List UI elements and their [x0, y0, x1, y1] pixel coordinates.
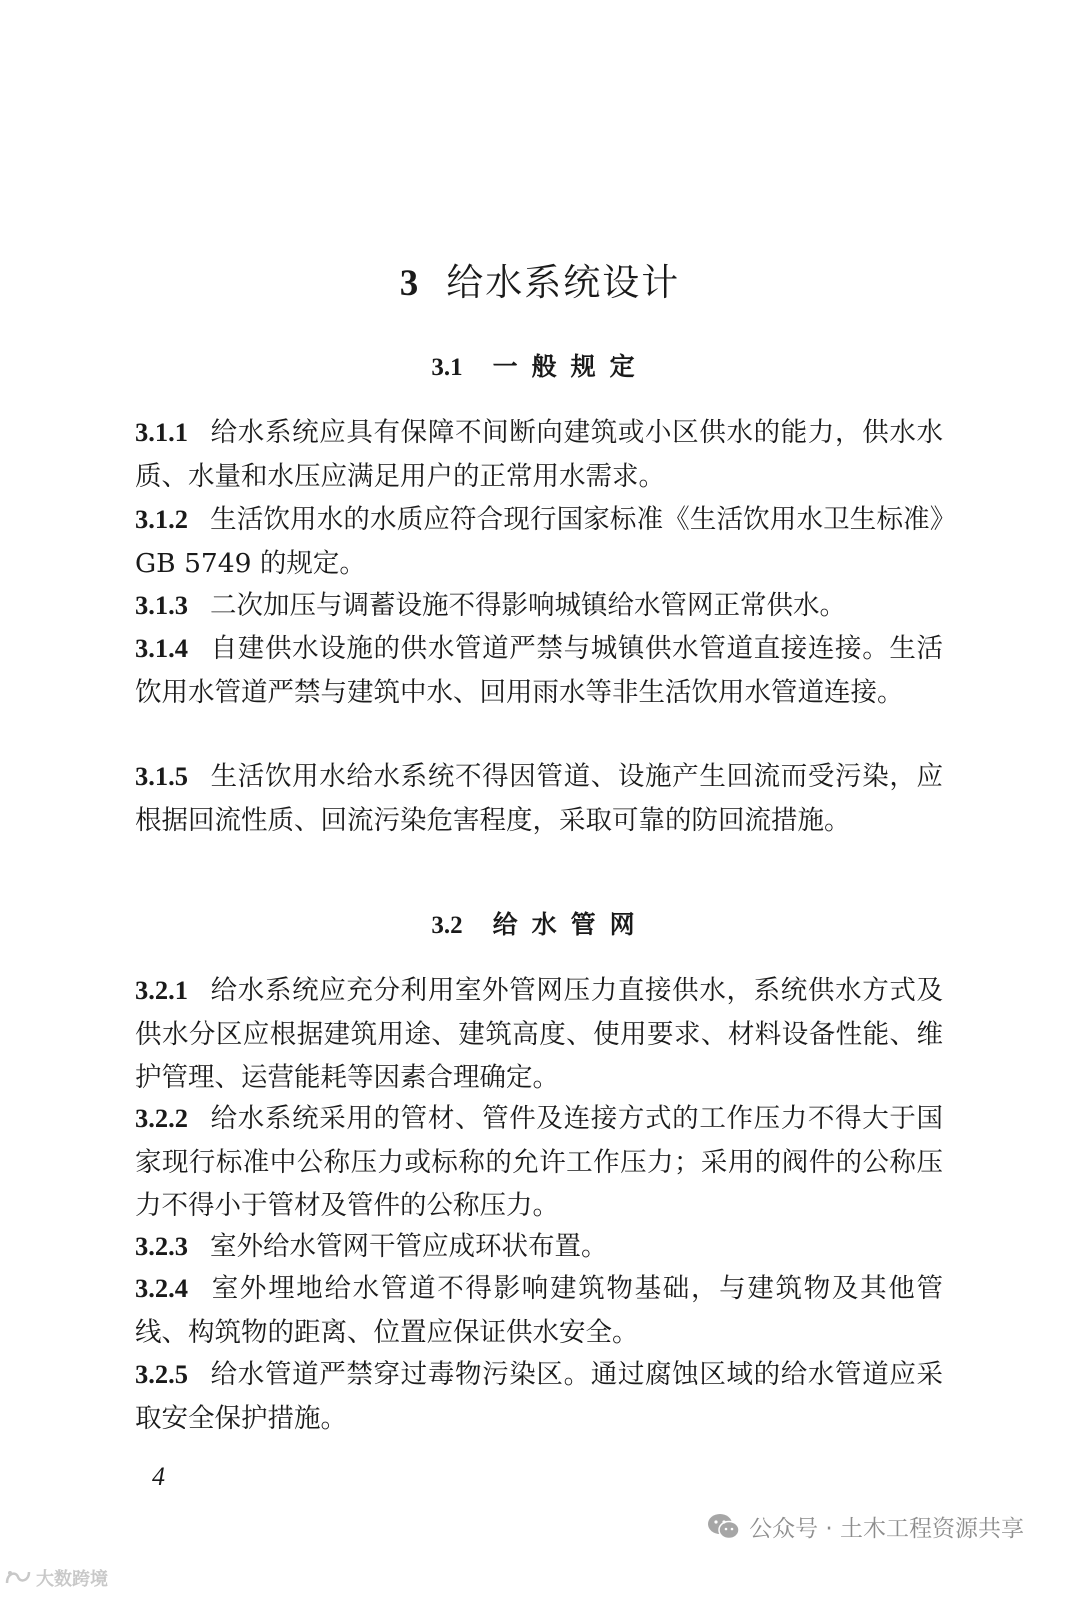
clause-number: 3.2.1: [135, 975, 188, 1005]
clause-number: 3.1.3: [135, 590, 188, 620]
wechat-icon: [707, 1512, 741, 1542]
corner-watermark-text: 大数跨境: [36, 1569, 108, 1590]
section-title: [0, 347, 1080, 388]
clause-number: 3.2.4: [135, 1273, 188, 1303]
clause-text: 室外给水管网干管应成环状布置。: [210, 1231, 608, 1262]
section-title: [0, 905, 1080, 946]
clause-number: 3.1.4: [135, 633, 188, 663]
clause-number: 3.2.5: [135, 1359, 188, 1389]
clause: [135, 755, 943, 842]
logo-icon: [4, 1567, 32, 1589]
section-number: 3.1: [431, 354, 463, 381]
clause-number: 3.1.1: [135, 417, 188, 447]
chapter-heading: 给水系统设计: [446, 261, 681, 304]
clause-text: 给水系统应充分利用室外管网压力直接供水，系统供水方式及供水分区应根据建筑用途、建筑高度、使用要求、材料设备性能、维护管理、运营能耗等因素合理确定。: [135, 975, 943, 1093]
clause: [135, 411, 943, 498]
section-number: 3.2: [431, 912, 463, 939]
chapter-title: [0, 255, 1080, 312]
clause: [135, 969, 943, 1100]
clause: [135, 584, 943, 628]
clause-number: 3.2.2: [135, 1103, 188, 1133]
clause-number: 3.2.3: [135, 1231, 188, 1261]
footer-watermark: [707, 1510, 1024, 1543]
clause-text: 给水系统采用的管材、管件及连接方式的工作压力不得大于国家现行标准中公称压力或标称的允许工作压力；采用的阀件的公称压力不得小于管材及管件的公称压力。: [135, 1103, 943, 1221]
clause-text: 二次加压与调蓄设施不得影响城镇给水管网正常供水。: [210, 590, 846, 621]
clause-number: 3.1.5: [135, 761, 188, 791]
footer-watermark-text: 公众号 · 土木工程资源共享: [749, 1516, 1024, 1542]
clause: [135, 1353, 943, 1440]
clause-text: 生活饮用水给水系统不得因管道、设施产生回流而受污染，应根据回流性质、回流污染危害程度，采取可靠的防回流措施。: [135, 761, 943, 836]
section-heading: 给水管网: [492, 910, 649, 939]
clause-text: 给水系统应具有保障不间断向建筑或小区供水的能力，供水水质、水量和水压应满足用户的正常用水需求。: [135, 417, 943, 492]
clause: [135, 1267, 943, 1354]
clause-text: 自建供水设施的供水管道严禁与城镇供水管道直接连接。生活饮用水管道严禁与建筑中水、回用雨水等非生活饮用水管道连接。: [135, 633, 943, 708]
clause-text: 给水管道严禁穿过毒物污染区。通过腐蚀区域的给水管道应采取安全保护措施。: [135, 1359, 943, 1434]
page-number: 4: [152, 1462, 165, 1491]
clause: [135, 627, 943, 714]
chapter-number: 3: [399, 263, 419, 304]
clause-text: 生活饮用水的水质应符合现行国家标准《生活饮用水卫生标准》GB 5749 的规定。: [135, 504, 943, 579]
corner-watermark: [4, 1565, 108, 1591]
section-heading: 一般规定: [492, 352, 649, 381]
clause: [135, 498, 943, 585]
clause-text: 室外埋地给水管道不得影响建筑物基础，与建筑物及其他管线、构筑物的距离、位置应保证供水安全。: [135, 1273, 943, 1348]
clause: [135, 1097, 943, 1228]
clause-number: 3.1.2: [135, 504, 188, 534]
clause: [135, 1225, 943, 1269]
